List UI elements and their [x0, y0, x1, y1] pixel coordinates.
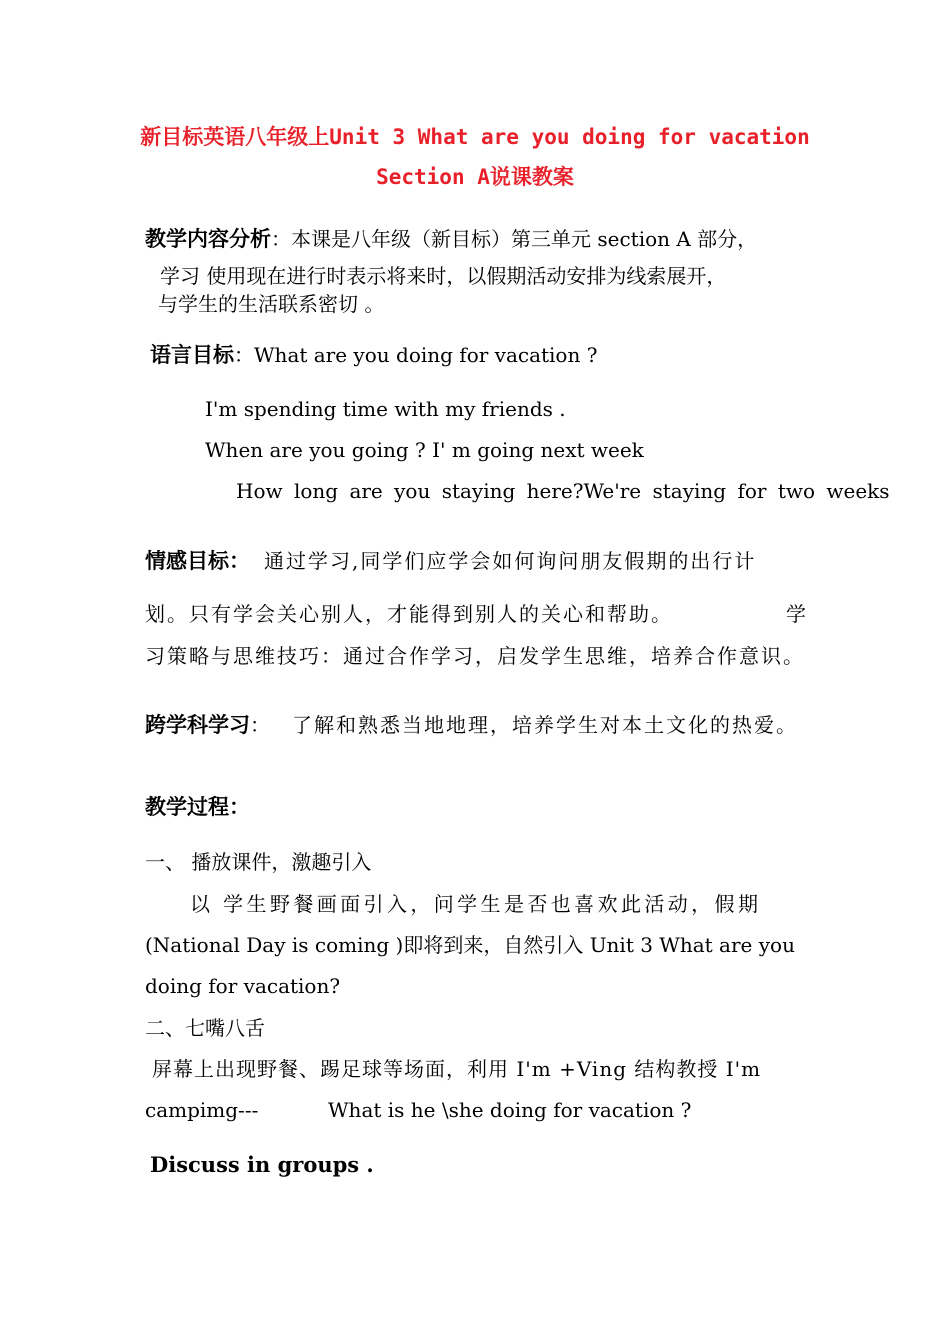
language-goal-q1: What are you doing for vacation ? — [254, 343, 598, 367]
content-analysis-row — [145, 225, 757, 253]
emotion-goal-text2b: 学 — [786, 602, 806, 626]
cross-subject-text: 了解和熟悉当地地理，培养学生对本土文化的热爱。 — [292, 713, 798, 737]
emotion-goal-text2: 划。只有学会关心别人，才能得到别人的关心和帮助。 — [145, 602, 673, 626]
content-analysis-text3: 与学生的生活联系密切 。 — [158, 292, 385, 316]
language-goal-line2: I'm spending time with my friends . — [205, 397, 566, 421]
language-goal-line4: How long are you staying here?We're staying for two weeks — [236, 479, 890, 503]
content-analysis-text1: 本课是八年级（新目标）第三单元 section A 部分， — [291, 227, 758, 251]
step1-line2: (National Day is coming )即将到来，自然引入 Unit 3 What are you — [145, 933, 795, 957]
step2-line1: 屏幕上出现野餐、踢足球等场面，利用 I'm +Ving 结构教授 I'm — [152, 1057, 762, 1081]
emotion-goal-label: 情感目标： — [145, 549, 250, 573]
discuss-groups: Discuss in groups . — [150, 1152, 374, 1177]
content-analysis-text2: 学习 使用现在进行时表示将来时，以假期活动安排为线索展开， — [160, 264, 727, 288]
emotion-goal-row — [145, 547, 756, 575]
process-label: 教学过程： — [145, 795, 250, 819]
language-goal-sep: ： — [234, 343, 254, 367]
content-analysis-sep: ： — [271, 227, 291, 251]
step1-line3: doing for vacation? — [145, 974, 341, 998]
emotion-goal-text3: 习策略与思维技巧：通过合作学习，启发学生思维，培养合作意识。 — [145, 644, 805, 668]
content-analysis-label: 教学内容分析 — [145, 227, 271, 251]
cross-subject-label: 跨学科学习 — [145, 713, 250, 737]
doc-title-line1: 新目标英语八年级上Unit 3 What are you doing for vacation — [140, 125, 810, 149]
cross-subject-row — [145, 711, 798, 739]
language-goal-label: 语言目标 — [150, 343, 234, 367]
emotion-goal-text1: 通过学习,同学们应学会如何询问朋友假期的出行计 — [264, 549, 757, 573]
doc-title-line2: Section A说课教案 — [376, 165, 574, 189]
cross-subject-sep: ： — [250, 713, 270, 737]
step2-title: 二、七嘴八舌 — [145, 1016, 265, 1040]
step2-line2a: campimg--- — [145, 1098, 259, 1122]
language-goal-row — [150, 341, 597, 369]
language-goal-line3: When are you going ? I' m going next week — [205, 438, 644, 462]
step1-line1: 以 学生野餐画面引入，问学生是否也喜欢此活动，假期 — [190, 892, 762, 916]
step1-title: 一、 播放课件，激趣引入 — [145, 850, 372, 874]
step2-line2b: What is he \she doing for vacation ? — [328, 1098, 692, 1122]
